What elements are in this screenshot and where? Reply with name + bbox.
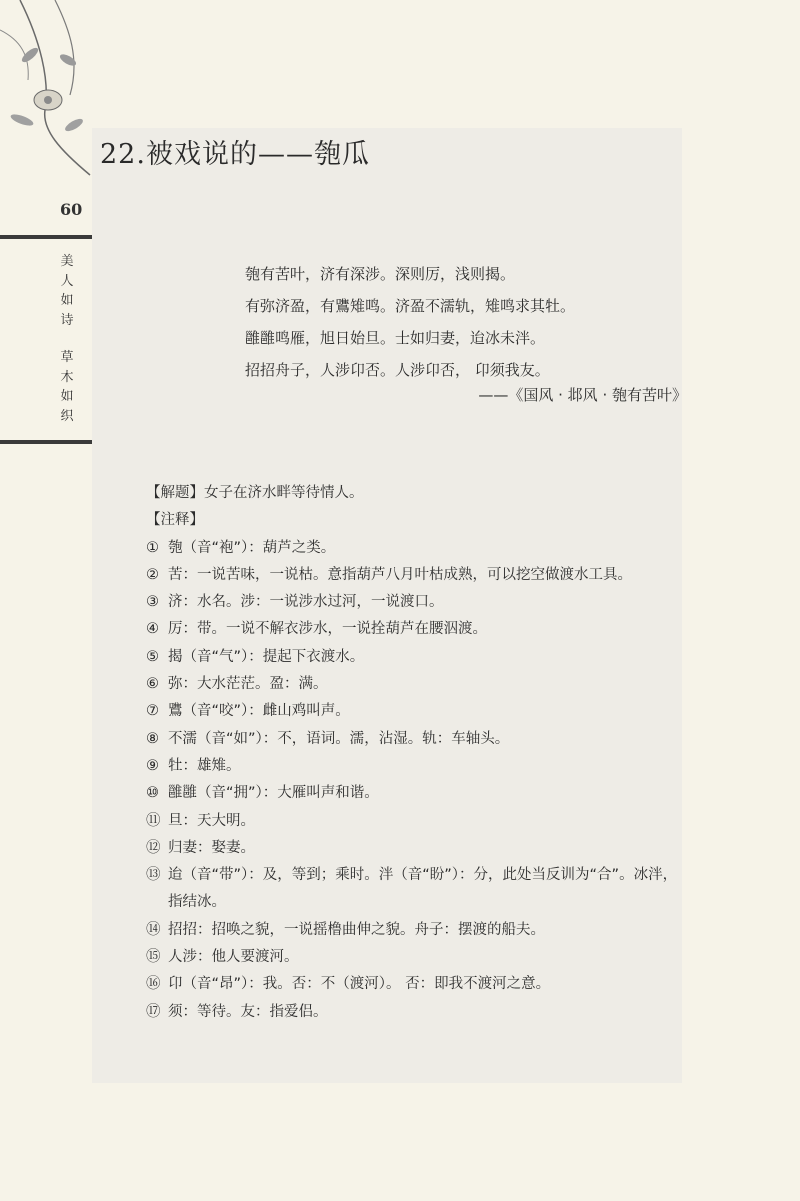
note-text: 雝雝（音“拥”）：大雁叫声和谐。 [168,785,379,802]
note-item [146,862,686,917]
note-item [146,726,686,753]
page-number: 60 [60,200,83,219]
note-text: 鷕（音“咬”）：雌山鸡叫声。 [168,703,350,720]
note-number: ③ [146,594,159,611]
poem [245,258,685,386]
note-text: 人涉：他人要渡河。 [168,949,299,966]
top-rule [0,235,92,239]
poem-line: 有弥济盈，有鷕雉鸣。济盈不濡轨，雉鸣求其牡。 [245,297,576,315]
note-text: 卬（音“昂”）：我。否：不（渡河）。 否：即我不渡河之意。 [168,976,551,993]
note-item [146,562,686,589]
note-text: 牡：雄雉。 [168,757,241,774]
note-item [146,944,686,971]
side-title-1: 美人如诗 [60,254,74,328]
note-number: ⑪ [146,812,161,829]
note-number: ⑬ [146,867,161,884]
note-item [146,644,686,671]
note-text: 旦：天大明。 [168,812,255,829]
note-item [146,999,686,1026]
note-number: ④ [146,621,159,638]
note-item [146,535,686,562]
note-number: ⑩ [146,785,159,802]
poem-source: ——《国风 · 邶风 · 匏有苦叶》 [478,386,687,404]
note-number: ⑰ [146,1003,161,1020]
note-item [146,780,686,807]
note-number: ⑦ [146,703,159,720]
annotation-section [146,480,686,1026]
note-text: 匏（音“袍”）：葫芦之类。 [168,539,336,556]
note-number: ⑯ [146,976,161,993]
notes-heading: 【注释】 [146,512,204,529]
note-text: 厉：带。一说不解衣涉水，一说拴葫芦在腰泅渡。 [168,621,487,638]
note-number: ⑮ [146,949,161,966]
page-title: 22.被戏说的——匏瓜 [100,139,370,170]
poem-line: 雝雝鸣雁，旭日始旦。士如归妻，迨冰未泮。 [245,329,546,347]
note-text: 济：水名。涉：一说涉水过河，一说渡口。 [168,594,444,611]
note-item [146,835,686,862]
note-number: ⑧ [146,730,159,747]
bottom-rule [0,440,92,444]
note-item [146,671,686,698]
note-text: 须：等待。友：指爱侣。 [168,1003,328,1020]
note-number: ⑤ [146,648,159,665]
note-number: ⑨ [146,757,159,774]
note-number: ⑫ [146,839,161,856]
poem-line: 招招舟子，人涉卬否。人涉卬否， 卬须我友。 [245,361,550,379]
note-text: 迨（音“带”）：及，等到；乘时。泮（音“盼”）：分，此处当反训为“合”。冰泮，指结冰。 [168,867,678,911]
note-item [146,698,686,725]
note-item [146,808,686,835]
note-item [146,971,686,998]
note-number: ⑭ [146,921,161,938]
note-text: 弥：大水茫茫。盈：满。 [168,676,328,693]
side-title-2: 草木如织 [60,350,74,424]
note-item [146,616,686,643]
note-item [146,917,686,944]
note-item [146,589,686,616]
note-text: 招招：招唤之貌，一说摇橹曲伸之貌。舟子：摆渡的船夫。 [168,921,545,938]
explanation: 【解题】女子在济水畔等待情人。 [146,485,364,501]
note-text: 不濡（音“如”）：不，语词。濡，沾湿。轨：车轴头。 [168,730,510,747]
note-item [146,753,686,780]
note-text: 归妻：娶妻。 [168,839,255,856]
poem-line: 匏有苦叶，济有深涉。深则厉，浅则揭。 [245,265,516,283]
note-number: ⑥ [146,676,159,693]
note-number: ② [146,566,159,583]
note-number: ① [146,539,159,556]
notes-list [146,535,686,1026]
note-text: 揭（音“气”）：提起下衣渡水。 [168,648,365,665]
note-text: 苦：一说苦味，一说枯。意指葫芦八月叶枯成熟，可以挖空做渡水工具。 [168,566,632,583]
